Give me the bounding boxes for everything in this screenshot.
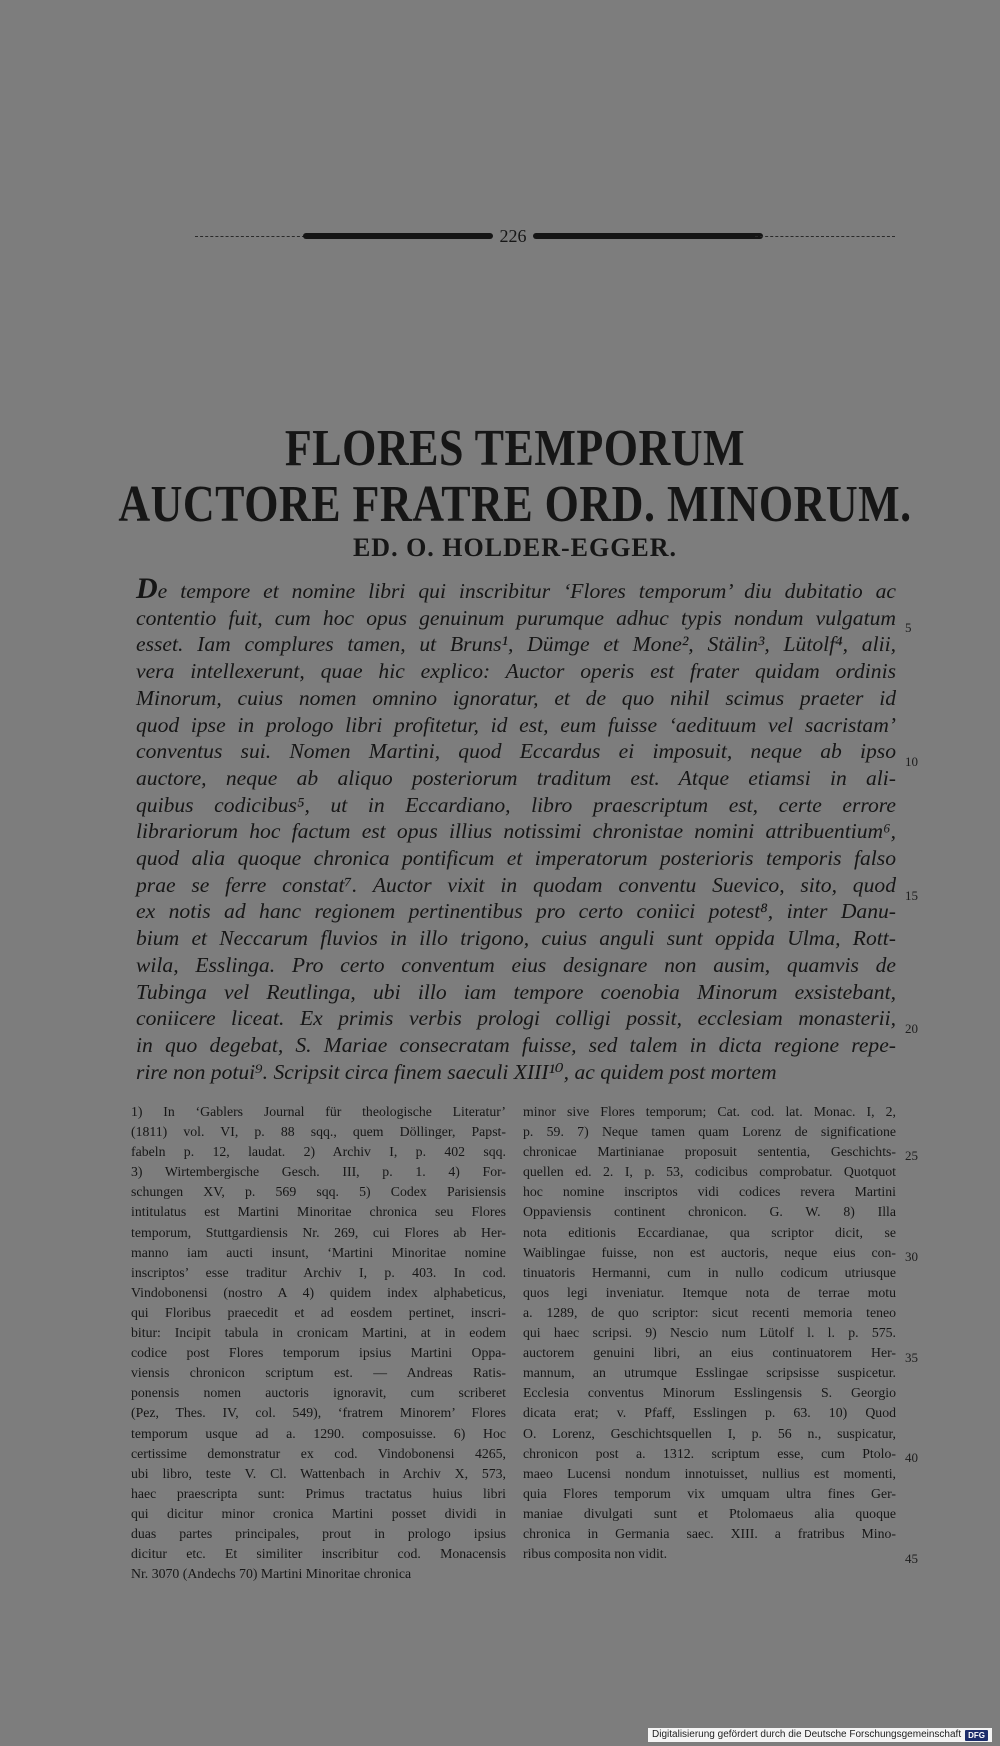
line-number: 30: [905, 1249, 918, 1264]
body-line: vera intellexerunt, quae hic explico: Auctor operis est frater quidam ordinis: [136, 659, 896, 684]
footnote-line: temporum, Stuttgardiensis Nr. 269, cui Flores ab Her-: [131, 1224, 506, 1240]
footnote-line: dicitur etc. Et similiter inscribitur cod. Monacensis: [131, 1546, 506, 1562]
footnote-line: Vindobonensi (nostro A 4) quidem index alphabeticus,: [131, 1284, 506, 1300]
body-text: [136, 572, 896, 1085]
footnote-line: bitur: Incipit tabula in cronicam Martini, at in eodem: [131, 1325, 506, 1341]
footnote-line: qui dicitur minor cronica Martini posset dividi in: [131, 1505, 506, 1521]
line-number: 20: [905, 1021, 918, 1036]
footnote-line: dicata erat; v. Pfaff, Esslingen p. 63. 10) Quod: [523, 1405, 896, 1421]
footnote-line: 1) In ‘Gablers Journal für theologische Literatur’: [131, 1104, 506, 1119]
line-number: 45: [905, 1551, 918, 1566]
body-line: wila, Esslinga. Pro certo conventum eius designare non ausim, quamvis de: [136, 952, 896, 977]
footnote-line: mannum, an utrumque Esslingae scripsisse suspicetur.: [523, 1365, 896, 1381]
drop-cap: D: [136, 572, 158, 605]
body-line: bium et Neccarum fluvios in illo trigono, cuius anguli sunt oppida Ulma, Rott-: [136, 926, 896, 951]
footnote-line: qui Floribus praecedit et ad eosdem pertinet, inscri-: [131, 1304, 506, 1320]
footnote-line: quia Flores temporum vix umquam ultra fines Ger-: [523, 1485, 896, 1501]
header-rule-right: [755, 236, 895, 237]
page-header: [195, 223, 895, 249]
body-line: contentio fuit, cum hoc opus genuinum purumque adhuc typis nondum vulgatum: [136, 605, 896, 630]
line-number: 15: [905, 888, 918, 903]
body-line: Minorum, cuius nomen omnino ignoratur, et de quo nihil scimus praeter id: [136, 685, 896, 710]
line-number: 25: [905, 1148, 918, 1163]
footnote-line: maniae divulgati sunt et Ptolomaeus alia quoque: [523, 1505, 896, 1521]
dfg-logo: DFG: [965, 1730, 988, 1741]
body-line: Tubinga vel Reutlinga, ubi illo iam tempore coenobia Minorum exsistebant,: [136, 979, 896, 1004]
body-line: quibus codicibus⁵, ut in Eccardiano, libro praescriptum est, certe errore: [136, 792, 896, 817]
footnote-line: minor sive Flores temporum; Cat. cod. lat. Monac. I, 2,: [523, 1104, 896, 1119]
body-line: esset. Iam complures tamen, ut Bruns¹, Dümge et Mone², Stälin³, Lütolf⁴, alii,: [136, 632, 896, 657]
footnote-line: haec praescripta sunt: Primus tractatus huius libri: [131, 1485, 506, 1501]
footnote-line: manno iam aucti insunt, ‘Martini Minoritae nomine: [131, 1244, 506, 1260]
footnote-line: inscriptos’ esse traditur Archiv I, p. 403. In cod.: [131, 1264, 506, 1280]
footnote-line: ponensis nomen auctoris ignoravit, cum scriberet: [131, 1385, 506, 1401]
body-line: prae se ferre constat⁷. Auctor vixit in quodam conventu Suevico, sito, quod: [136, 872, 896, 897]
body-line: rire non potui⁹. Scripsit circa finem saeculi XIII¹⁰, ac quidem post mortem: [136, 1059, 777, 1084]
body-line: conventus sui. Nomen Martini, quod Eccardus ei imposuit, neque ab ipso: [136, 739, 896, 764]
footnote-line: certissime demonstratur ex cod. Vindobonensi 4265,: [131, 1445, 506, 1461]
footnote-line: viensis chronicon scriptum est. — Andreas Ratis-: [131, 1365, 506, 1381]
footnote-line: codice post Flores temporum ipsius Martini Oppa-: [131, 1345, 506, 1361]
footnote-line: chronicon post a. 1312. scriptum esse, cum Ptolo-: [523, 1445, 896, 1461]
body-line: ex notis ad hanc regionem pertinentibus pro certo coniici potest⁸, inter Danu-: [136, 899, 896, 924]
body-line: librariorum hoc factum est opus illius notissimi chronistae nomini attribuentium⁶,: [136, 819, 896, 844]
footnote-line: Oppaviensis continent chronicon. G. W. 8) Illa: [523, 1204, 896, 1220]
footnote-line: Nr. 3070 (Andechs 70) Martini Minoritae chronica: [131, 1566, 412, 1582]
footnote-line: ribus composita non vidit.: [523, 1546, 668, 1562]
footnote-line: p. 59. 7) Neque tamen quam Lorenz de significatione: [523, 1124, 896, 1140]
body-line: quod ipse in prologo libri profitetur, id est, eum fuisse ‘aedituum vel sacristam’: [136, 712, 896, 737]
line-number: 5: [905, 620, 912, 635]
footnote-line: (Pez, Thes. IV, col. 549), ‘fratrem Minorem’ Flores: [131, 1405, 506, 1421]
header-thick-rule-left: [303, 233, 493, 239]
line-number: 35: [905, 1350, 918, 1365]
footnote-line: 3) Wirtembergische Gesch. III, p. 1. 4) For-: [131, 1164, 506, 1180]
digitization-credit: [648, 1728, 992, 1742]
body-line: auctore, neque ab aliquo posteriorum traditum est. Atque etiamsi in ali-: [136, 765, 896, 790]
footnote-line: quos legi inveniatur. Itemque nota de terrae motu: [523, 1284, 896, 1300]
body-line: coniicere liceat. Ex primis verbis prologi colligi possit, ecclesiam monasterii,: [136, 1006, 896, 1031]
footnote-line: duas partes principales, prout in prologo ipsius: [131, 1525, 506, 1541]
footnote-line: fabeln p. 12, laudat. 2) Archiv I, p. 402 sqq.: [131, 1144, 506, 1160]
footnote-line: auctorem genuini libri, an eius continuatorem Her-: [523, 1345, 896, 1361]
page-number: 226: [499, 226, 527, 246]
footnote-line: chronica in Germania saec. XIII. a fratribus Mino-: [523, 1525, 896, 1541]
footnote-line: hoc nomine inscriptos vidi codices revera Martini: [523, 1184, 896, 1200]
footnote-line: O. Lorenz, Geschichtsquellen I, p. 56 n., suspicatur,: [523, 1425, 896, 1441]
body-line: quod alia quoque chronica pontificum et imperatorum posterioris temporis falso: [136, 846, 896, 871]
footnote-line: intitulatus est Martini Minoritae chronica seu Flores: [131, 1204, 506, 1220]
header-thick-rule-right: [533, 233, 763, 239]
editor-line: ED. O. HOLDER-EGGER.: [352, 533, 678, 562]
body-line: De tempore et nomine libri qui inscribitur ‘Flores temporum’ diu dubitatio ac: [136, 572, 896, 605]
footnote-line: Waiblingae fuisse, non est auctoris, neque eius con-: [523, 1244, 896, 1260]
title-line-1: FLORES TEMPORUM: [284, 419, 746, 477]
line-number: 40: [905, 1450, 918, 1465]
footnote-line: Ecclesia conventus Minorum Esslingensis S. Georgio: [523, 1385, 896, 1401]
line-number: 10: [905, 754, 918, 769]
body-line: in quo degebat, S. Mariae consecratam fuisse, sed talem in dicta regione repe-: [136, 1032, 896, 1057]
header-rule-left: [195, 236, 305, 237]
footnote-line: qui haec scripsi. 9) Nescio num Lütolf l. l. p. 575.: [523, 1325, 896, 1341]
footnote-line: temporum usque ad a. 1290. composuisse. 6) Hoc: [131, 1425, 506, 1441]
footnote-line: nota editionis Eccardianae, qua scriptor dicit, se: [523, 1224, 896, 1240]
footnote-line: ubi libro, teste V. Cl. Wattenbach in Archiv X, 573,: [131, 1465, 506, 1481]
footnote-line: maeo Lucensi nondum innotuisset, nullius est momenti,: [523, 1465, 896, 1481]
footnote-line: tinuatoris Hermanni, cum in nullo codicum utriusque: [523, 1264, 896, 1280]
footnotes-left-column: [131, 1102, 506, 1584]
footnote-line: quellen ed. 2. I, p. 53, codicibus comprobatur. Quotquot: [523, 1164, 896, 1180]
footnote-line: schungen XV, p. 569 sqq. 5) Codex Parisiensis: [131, 1184, 506, 1200]
credit-text: Digitalisierung gefördert durch die Deutsche Forschungsgemeinschaft: [652, 1729, 962, 1740]
footnote-line: (1811) vol. VI, p. 88 sqq., quem Döllinger, Papst-: [131, 1124, 506, 1140]
footnote-line: chronicae Martinianae proposuit sententia, Geschichts-: [523, 1144, 896, 1160]
footnote-line: a. 1289, de quo scriptor: sicut recenti memoria teneo: [523, 1304, 896, 1320]
footnotes-right-column: [523, 1102, 896, 1564]
title-line-2: AUCTORE FRATRE ORD. MINORUM.: [118, 475, 912, 533]
